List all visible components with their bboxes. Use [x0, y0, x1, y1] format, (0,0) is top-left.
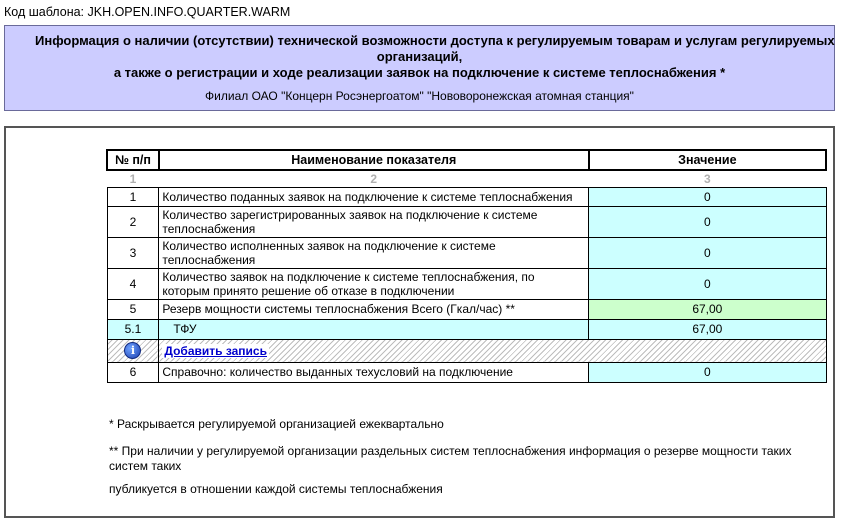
report-header: [4, 25, 835, 111]
column-header-number: № п/п: [107, 150, 159, 170]
info-icon[interactable]: i: [124, 342, 141, 359]
row-number: 6: [107, 362, 159, 382]
column-number: 2: [159, 170, 589, 187]
row-number: 4: [107, 268, 159, 299]
footnote-1: * Раскрывается регулируемой организацией ежеквартально: [109, 417, 444, 431]
report-title-line-2: организаций,: [376, 49, 463, 64]
table-row: [107, 187, 826, 206]
table-row: [107, 268, 826, 299]
row-value-cell[interactable]: 0: [589, 237, 826, 268]
report-title-line-3: а также о регистрации и ходе реализации заявок на подключение к системе теплоснабжения *: [113, 65, 726, 80]
row-value-cell[interactable]: 0: [589, 206, 826, 237]
row-value-cell[interactable]: 0: [589, 362, 826, 382]
organization-name: Филиал ОАО "Концерн Росэнергоатом" "Нововоронежская атомная станция": [205, 89, 634, 103]
add-record-cell: [159, 339, 826, 362]
footnote-3: публикуется в отношении каждой системы теплоснабжения: [109, 482, 443, 496]
add-record-link[interactable]: Добавить запись: [164, 343, 267, 358]
table-row: [107, 206, 826, 237]
row-value-cell[interactable]: 0: [589, 187, 826, 206]
row-name: Количество поданных заявок на подключение к системе теплоснабжения: [159, 187, 589, 206]
row-name: Справочно: количество выданных техусловий на подключение: [159, 362, 589, 382]
row-value-cell[interactable]: 67,00: [589, 319, 826, 339]
row-name: Резерв мощности системы теплоснабжения Всего (Гкал/час) **: [159, 299, 589, 319]
row-name: Количество зарегистрированных заявок на подключение к системе теплоснабжения: [159, 206, 589, 237]
info-icon-cell: [107, 339, 159, 362]
table-row: [107, 319, 826, 339]
template-code-label: Код шаблона: JKH.OPEN.INFO.QUARTER.WARM: [4, 5, 291, 19]
row-number: 1: [107, 187, 159, 206]
indicators-table: [106, 149, 827, 383]
main-panel: [4, 126, 835, 518]
footnote-2: ** При наличии у регулируемой организации раздельных систем теплоснабжения информация о резерве мощности таких систем таких: [109, 444, 792, 473]
row-name: Количество заявок на подключение к системе теплоснабжения, по которым принято решение об отказе в подключении: [159, 268, 589, 299]
report-title: [5, 33, 834, 81]
column-number: 1: [107, 170, 159, 187]
row-name: Количество исполненных заявок на подключение к системе теплоснабжения: [159, 237, 589, 268]
row-value-cell[interactable]: 0: [589, 268, 826, 299]
row-number: 3: [107, 237, 159, 268]
column-header-name: Наименование показателя: [159, 150, 589, 170]
table-row: [107, 299, 826, 319]
column-numbers-row: [107, 170, 826, 187]
row-value-total: 67,00: [589, 299, 826, 319]
report-title-line-1: Информация о наличии (отсутствии) технической возможности доступа к регулируемым товарам и услугам регулируемых: [35, 33, 835, 48]
row-number: 5.1: [107, 319, 159, 339]
column-header-value: Значение: [589, 150, 826, 170]
column-number: 3: [589, 170, 826, 187]
table-row: [107, 362, 826, 382]
row-name[interactable]: ТФУ: [159, 319, 589, 339]
row-number: 5: [107, 299, 159, 319]
table-row: [107, 237, 826, 268]
row-number: 2: [107, 206, 159, 237]
add-record-row: [107, 339, 826, 362]
table-header-row: [107, 150, 826, 170]
